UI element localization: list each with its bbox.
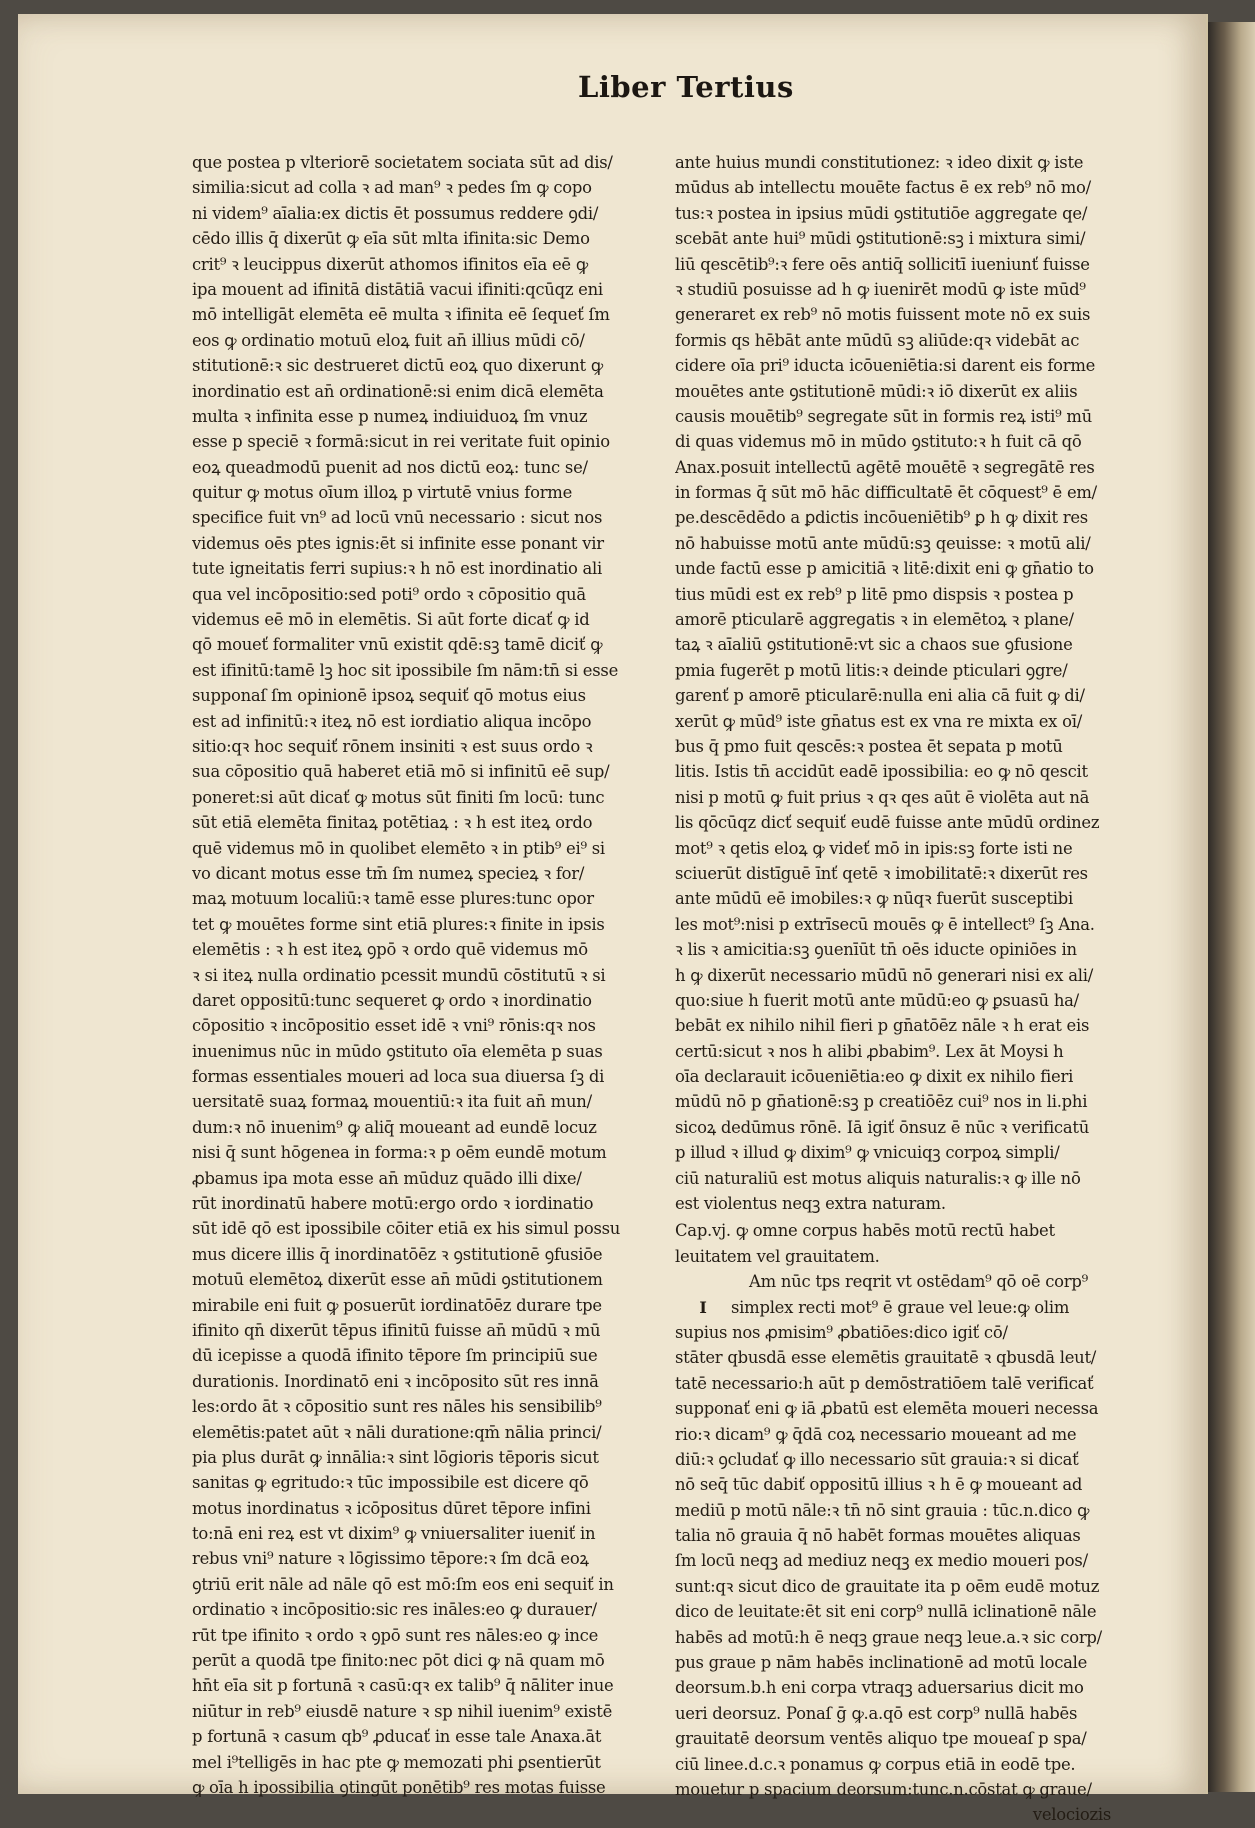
- text-line: mus dicere illis q̄ inordinatōēz ꝛ ꝯstitutionē ꝯfusiōe: [192, 1244, 603, 1264]
- text-line: sūt idē qō est ipossibile cōiter etiā ex his simul possu: [192, 1219, 621, 1239]
- text-line: quo:siue h fuerit motū ante mūdū:eo ꝙ ꝑsuasū ha/: [675, 990, 1079, 1010]
- text-line: sitio:qꝛ hoc sequiť rōnem insiniti ꝛ est suus ordo ꝛ: [192, 736, 593, 756]
- text-line: rūt tpe ifinito ꝛ ordo ꝛ ꝯpō sunt res nāles:eo ꝙ ince: [192, 1625, 599, 1645]
- text-line: generaret ex reb⁹ nō motis fuissent mote nō ex suis: [675, 305, 1091, 325]
- first-body-line: Am nūc tps reqrit vt ostēdam⁹ qō oē corp⁹: [749, 1272, 1088, 1292]
- text-line: ciū naturaliū est motus aliquis naturalis:ꝛ ꝙ ille nō: [675, 1168, 1081, 1188]
- text-line: p fortunā ꝛ casum qb⁹ ꝓducať in esse tale Anaxa.āt: [192, 1727, 602, 1747]
- text-line: mot⁹ ꝛ qetis eloꝝ ꝙ videť mō in ipis:sꝫ forte isti ne: [675, 838, 1073, 858]
- text-line: inordinatio est an̄ ordinationē:si enim dicā elemēta: [192, 381, 604, 401]
- text-line: qō moueť formaliter vnū existit qdē:sꝫ tamē diciť ꝙ: [192, 635, 603, 655]
- text-line: videmus oēs ptes ignis:ēt si infinite esse ponant vir: [192, 533, 604, 553]
- text-line: esse p speciē ꝛ formā:sicut in rei veritate fuit opinio: [192, 432, 610, 452]
- text-line: cidere oīa pri⁹ iducta icōueniētia:si darent eis forme: [675, 356, 1096, 376]
- text-line: mel i⁹telligēs in hac pte ꝙ memozati phi ꝑsentierūt: [192, 1752, 601, 1772]
- text-line: garenť p amorē pticularē:nulla eni alia cā fuit ꝙ di/: [675, 686, 1085, 706]
- text-line: ꝛ lis ꝛ amicitia:sꝫ ꝯuenīūt tn̄ oēs iducte opiniōes in: [675, 940, 1077, 960]
- text-line: grauitatē deorsum ventēs aliquo tpe moueaſ p spa/: [675, 1729, 1087, 1749]
- text-line: supponať eni ꝙ iā ꝓbatū est elemēta moueri necessa: [675, 1399, 1099, 1419]
- text-line: ꝛ si iteꝝ nulla ordinatio pcessit mundū cōstitutū ꝛ si: [192, 965, 606, 985]
- text-line: sciuerūt distīguē īnť qetē ꝛ imobilitatē:ꝛ dixerūt res: [675, 863, 1088, 883]
- running-header: Liber Tertius: [578, 70, 794, 104]
- text-line: bebāt ex nihilo nihil fieri p gn̄atōēz nāle ꝛ h erat eis: [675, 1016, 1090, 1036]
- second-body-line: simplex recti mot⁹ ē graue vel leue:ꝙ olim: [731, 1297, 1070, 1317]
- text-line: tet ꝙ mouētes forme sint etiā plures:ꝛ finite in ipsis: [192, 914, 605, 934]
- text-line: nō seq̄ tūc dabiť oppositū illius ꝛ h ē ꝙ moueant ad: [675, 1475, 1083, 1495]
- text-line: est ad infinitū:ꝛ iteꝝ nō est iordiatio aliqua incōpo: [192, 711, 592, 731]
- text-line: uersitatē suaꝝ formaꝝ mouentiū:ꝛ ita fuit an̄ mun/: [192, 1092, 592, 1112]
- text-line: tute igneitatis ferri supius:ꝛ h nō est inordinatio ali: [192, 559, 603, 579]
- text-line: dum:ꝛ nō inuenim⁹ ꝙ aliq̄ moueant ad eundē locuz: [192, 1117, 597, 1137]
- text-line: sanitas ꝙ egritudo:ꝛ tūc impossibile est dicere qō: [192, 1473, 589, 1493]
- text-line: Anax.posuit intellectū agētē mouētē ꝛ segregātē res: [675, 457, 1095, 477]
- right-column-bottom-text: [675, 1320, 1145, 1802]
- text-line: supius nos ꝓmisim⁹ ꝓbatiōes:dico igiť cō/: [675, 1322, 1008, 1342]
- text-line: mouētes ante ꝯstitutionē mūdi:ꝛ iō dixerūt ex aliis: [675, 381, 1078, 401]
- text-line: in formas q̄ sūt mō hāc difficultatē ēt cōquest⁹ ē em/: [675, 483, 1097, 503]
- text-line: ꝛ studiū posuisse ad h ꝙ iuenirēt modū ꝙ iste mūd⁹: [675, 279, 1086, 299]
- text-line: rio:ꝛ dicam⁹ ꝙ q̄dā coꝝ necessario moueant ad me: [675, 1424, 1077, 1444]
- text-line: causis mouētib⁹ segregate sūt in formis reꝝ isti⁹ mū: [675, 406, 1092, 426]
- text-line: ꝙ oīa h ipossibilia ꝯtingūt ponētib⁹ res motas fuisse: [192, 1778, 606, 1797]
- text-line: bus q̄ pmo fuit qescēs:ꝛ postea ēt sepata p motū: [675, 736, 1063, 756]
- text-line: est violentus neqꝫ extra naturam.: [675, 1194, 946, 1214]
- right-text-column: [675, 150, 1145, 1828]
- text-line: maꝝ motuum localiū:ꝛ tamē esse plures:tunc opor: [192, 889, 594, 909]
- text-line: nō habuisse motū ante mūdū:sꝫ qeuisse: ꝛ motū ali/: [675, 533, 1091, 553]
- text-line: motuū elemētoꝝ dixerūt esse an̄ mūdi ꝯstitutionem: [192, 1270, 603, 1290]
- text-line: ciū linee.d.c.ꝛ ponamus ꝙ corpus etiā in eodē tpe.: [675, 1754, 1076, 1774]
- text-line: mō intelligāt elemēta eē multa ꝛ ifinita eē ſequeť ſm: [192, 305, 610, 325]
- text-line: certū:sicut ꝛ nos h alibi ꝓbabim⁹. Lex āt Moysi h: [675, 1041, 1064, 1061]
- text-line: sicoꝝ dedūmus rōnē. Iā igiť ōnsuz ē nūc ꝛ verificatū: [675, 1117, 1090, 1137]
- text-line: nisi p motū ꝙ fuit prius ꝛ qꝛ qes aūt ē violēta aut nā: [675, 787, 1090, 807]
- text-line: poneret:si aūt dicať ꝙ motus sūt finiti ſm locū: tunc: [192, 787, 605, 807]
- text-line: crit⁹ ꝛ leucippus dixerūt athomos ifinitos eīa eē ꝙ: [192, 254, 588, 274]
- text-line: cēdo illis q̄ dixerūt ꝙ eīa sūt mlta ifinita:sic Demo: [192, 229, 590, 249]
- chapter-opening-line: [675, 1269, 1145, 1294]
- text-line: to:nā eni reꝝ est vt dixim⁹ ꝙ vniuersaliter iueniť in: [192, 1524, 596, 1544]
- text-line: unde factū esse p amicitiā ꝛ litē:dixit eni ꝙ gn̄atio to: [675, 559, 1094, 579]
- right-column-top-text: [675, 150, 1145, 1216]
- text-line: mediū p motū nāle:ꝛ tn̄ nō sint grauia : tūc.n.dico ꝙ: [675, 1500, 1090, 1520]
- text-line: tius mūdi est ex reb⁹ p litē pmo dispsis ꝛ postea p: [675, 584, 1074, 604]
- text-line: pus graue p nām habēs inclinationē ad motū locale: [675, 1653, 1088, 1673]
- text-line: diū:ꝛ ꝯcludať ꝙ illo necessario sūt grauia:ꝛ si dicať: [675, 1449, 1079, 1469]
- text-line: ordinatio ꝛ incōpositio:sic res ināles:eo ꝙ durauer/: [192, 1600, 597, 1620]
- text-line: p illud ꝛ illud ꝙ dixim⁹ ꝙ vnicuiqꝫ corpoꝝ simpli/: [675, 1143, 1060, 1163]
- catchword: velociozis: [1032, 1805, 1111, 1825]
- text-line: talia nō grauia q̄ nō habēt formas mouētes aliquas: [675, 1526, 1081, 1546]
- text-line: pia plus durāt ꝙ innālia:ꝛ sint lōgioris tēporis sicut: [192, 1447, 599, 1467]
- text-line: liū qescētib⁹:ꝛ fere oēs antiq̄ sollicitī iueniunť fuisse: [675, 254, 1090, 274]
- text-line: scebāt ante hui⁹ mūdi ꝯstitutionē:sꝫ i mixtura simi/: [675, 229, 1086, 249]
- initial-line: [675, 1295, 1145, 1320]
- text-line: est ifinitū:tamē lꝫ hoc sit ipossibile ſm nām:tn̄ si esse: [192, 660, 619, 680]
- text-line: elemētis:patet aūt ꝛ nāli duratione:qm̄ nālia princi/: [192, 1422, 602, 1442]
- text-line: ni videm⁹ aīalia:ex dictis ēt possumus reddere ꝯdi/: [192, 203, 599, 223]
- text-line: di quas videmus mō in mūdo ꝯstituto:ꝛ h fuit cā qō: [675, 432, 1082, 452]
- text-line: videmus eē mō in elemētis. Si aūt forte dicať ꝙ id: [192, 610, 590, 630]
- text-line: dico de leuitate:ēt sit eni corp⁹ nullā iclinationē nāle: [675, 1602, 1097, 1622]
- text-line: ifinito qn̄ dixerūt tēpus ifinitū fuisse an̄ mūdū ꝛ mū: [192, 1320, 601, 1340]
- text-line: lis qōcūqz dicť sequiť eudē fuisse ante mūdū ordinez: [675, 813, 1100, 833]
- text-line: nisi q̄ sunt hōgenea in forma:ꝛ p oēm eundē motum: [192, 1143, 607, 1163]
- text-line: les:ordo āt ꝛ cōpositio sunt res nāles his sensibilib⁹: [192, 1397, 602, 1417]
- text-line: stitutionē:ꝛ sic destrueret dictū eoꝝ quo dixerunt ꝙ: [192, 356, 603, 376]
- text-line: inuenimus nūc in mūdo ꝯstituto oīa elemēta p suas: [192, 1041, 603, 1061]
- text-line: ueri deorsuz. Ponaſ ḡ ꝙ.a.qō est corp⁹ nullā habēs: [675, 1703, 1078, 1723]
- text-line: durationis. Inordinatō eni ꝛ incōposito sūt res innā: [192, 1371, 599, 1391]
- text-line: cōpositio ꝛ incōpositio esset idē ꝛ vni⁹ rōnis:qꝛ nos: [192, 1016, 596, 1036]
- text-line: rūt inordinatū habere motū:ergo ordo ꝛ iordinatio: [192, 1194, 594, 1214]
- text-line: stāter qbusdā esse elemētis grauitatē ꝛ qbusdā leut/: [675, 1348, 1097, 1368]
- text-line: motus inordinatus ꝛ icōpositus dūret tēpore infini: [192, 1498, 591, 1518]
- text-line: vo dicant motus esse tm̄ ſm numeꝝ specieꝝ ꝛ for/: [192, 863, 585, 883]
- text-line: sūt etiā elemēta finitaꝝ potētiaꝝ : ꝛ h est iteꝝ ordo: [192, 813, 593, 833]
- text-line: niūtur in reb⁹ eiusdē nature ꝛ sp nihil iuenim⁹ existē: [192, 1701, 613, 1721]
- chapter-heading-line: Cap.vj. ꝙ omne corpus habēs motū rectū habet: [675, 1221, 1055, 1241]
- text-line: multa ꝛ infinita esse p numeꝝ indiuiduoꝝ ſm vnuz: [192, 406, 588, 426]
- text-line: formas essentiales moueri ad loca sua diuersa ſꝫ di: [192, 1067, 605, 1087]
- text-line: que postea p vlteriorē societatem sociata sūt ad dis/: [192, 153, 613, 172]
- text-line: oīa declarauit icōueniētia:eo ꝙ dixit ex nihilo fieri: [675, 1067, 1074, 1087]
- text-line: elemētis : ꝛ h est iteꝝ ꝯpō ꝛ ordo quē videmus mō: [192, 940, 588, 960]
- text-line: specifice fuit vn⁹ ad locū vnū necessario : sicut nos: [192, 508, 603, 528]
- text-line: ꝓbamus ipa mota esse an̄ mūduz quādo illi dixe/: [192, 1168, 582, 1188]
- text-line: pe.descēdēdo a ꝑdictis incōueniētib⁹ ꝑ h ꝙ dixit res: [675, 508, 1088, 528]
- text-line: h ꝙ dixerūt necessario mūdū nō generari nisi ex ali/: [675, 965, 1093, 985]
- text-line: dū icepisse a quodā ifinito tēpore ſm principiū sue: [192, 1346, 598, 1366]
- text-line: deorsum.b.h eni corpa vtraqꝫ aduersarius dicit mo: [675, 1678, 1084, 1698]
- text-line: eoꝝ queadmodū puenit ad nos dictū eoꝝ: tunc se/: [192, 457, 588, 477]
- left-text-column: [192, 150, 647, 1800]
- text-line: tatē necessario:h aūt p demōstratiōem talē verificať: [675, 1373, 1094, 1393]
- text-line: mūdus ab intellectu mouēte factus ē ex reb⁹ nō mo/: [675, 178, 1091, 198]
- text-line: ante mūdū eē imobiles:ꝛ ꝙ nūqꝛ fuerūt susceptibi: [675, 889, 1073, 909]
- text-line: rebus vni⁹ nature ꝛ lōgissimo tēpore:ꝛ ſm dcā eoꝝ: [192, 1549, 589, 1569]
- initial-letter: I: [699, 1297, 707, 1317]
- text-line: ante huius mundi constitutionez: ꝛ ideo dixit ꝙ iste: [675, 153, 1084, 172]
- chapter-heading: [675, 1218, 1145, 1269]
- text-line: pmia fugerēt p motū litis:ꝛ deinde pticulari ꝯgre/: [675, 660, 1068, 680]
- chapter-heading-line: leuitatem vel grauitatem.: [675, 1246, 880, 1266]
- text-line: ipa mouent ad ifinitā distātiā vacui ifiniti:qcūqz eni: [192, 279, 603, 299]
- text-line: ſm locū neqꝫ ad mediuz neqꝫ ex medio moueri pos/: [675, 1551, 1088, 1571]
- text-line: tus:ꝛ postea in ipsius mūdi ꝯstitutiōe aggregate qe/: [675, 203, 1088, 223]
- text-line: habēs ad motū:h ē neqꝫ graue neqꝫ leue.a.ꝛ sic corp/: [675, 1627, 1102, 1647]
- text-line: eos ꝙ ordinatio motuū eloꝝ fuit an̄ illius mūdi cō/: [192, 330, 585, 350]
- text-line: mirabile eni fuit ꝙ posuerūt iordinatōēz durare tpe: [192, 1295, 602, 1315]
- text-line: mūdū nō p gn̄ationē:sꝫ p creatiōēz cui⁹ nos in li.phi: [675, 1092, 1088, 1112]
- text-line: similia:sicut ad colla ꝛ ad man⁹ ꝛ pedes ſm ꝙ copo: [192, 178, 592, 198]
- facing-page-edge: [1208, 22, 1255, 1792]
- text-line: qua vel incōpositio:sed poti⁹ ordo ꝛ cōpositio quā: [192, 584, 586, 604]
- text-line: amorē pticularē aggregatis ꝛ in elemētoꝝ ꝛ plane/: [675, 610, 1074, 630]
- text-line: sunt:qꝛ sicut dico de grauitate ita p oēm eudē motuz: [675, 1576, 1100, 1596]
- text-line: supponaſ ſm opinionē ipsoꝝ sequiť qō motus eius: [192, 686, 586, 706]
- text-line: les mot⁹:nisi p extrīsecū mouēs ꝙ ē intellect⁹ ſꝫ Ana.: [675, 914, 1095, 934]
- text-line: ꝯtriū erit nāle ad nāle qō est mō:ſm eos eni sequiť in: [192, 1574, 614, 1594]
- text-line: hn̄t eīa sit p fortunā ꝛ casū:qꝛ ex talib⁹ q̄ nāliter inue: [192, 1676, 614, 1696]
- text-line: sua cōpositio quā haberet etiā mō si infinitū eē sup/: [192, 762, 610, 782]
- text-line: daret oppositū:tunc sequeret ꝙ ordo ꝛ inordinatio: [192, 990, 592, 1010]
- text-line: mouetur p spacium deorsum:tunc.n.cōstat ꝙ graue/: [675, 1780, 1092, 1799]
- text-line: xerūt ꝙ mūd⁹ iste gn̄atus est ex vna re mixta ex oī/: [675, 711, 1082, 731]
- text-line: taꝝ ꝛ aīaliū ꝯstitutionē:vt sic a chaos sue ꝯfusione: [675, 635, 1073, 655]
- text-line: formis qs hēbāt ante mūdū sꝫ aliūde:qꝛ videbāt ac: [675, 330, 1080, 350]
- text-line: quē videmus mō in quolibet elemēto ꝛ in ptib⁹ ei⁹ si: [192, 838, 605, 858]
- text-line: perūt a quodā tpe finito:nec pōt dici ꝙ nā quam mō: [192, 1651, 605, 1671]
- text-line: quitur ꝙ motus oīum illoꝝ p virtutē vnius forme: [192, 483, 573, 503]
- text-line: litis. Istis tn̄ accidūt eadē ipossibilia: eo ꝙ nō qescit: [675, 762, 1088, 782]
